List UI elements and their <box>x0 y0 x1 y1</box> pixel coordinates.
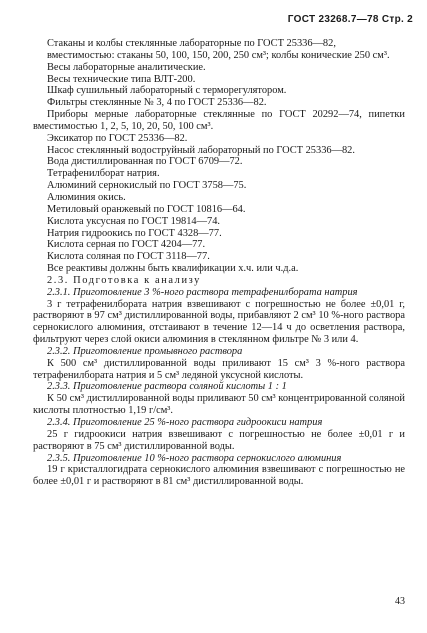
subsection-heading: 2.3.4. Приготовление 25 %-ного раствора гидроокиси натрия <box>47 417 323 428</box>
paragraph: Кислота серная по ГОСТ 4204—77. <box>47 239 206 251</box>
paragraph: Вода дистиллированная по ГОСТ 6709—72. <box>47 156 243 168</box>
body-text <box>33 38 405 488</box>
paragraph: Алюминий сернокислый по ГОСТ 3758—75. <box>47 180 247 192</box>
paragraph: Фильтры стеклянные № 3, 4 по ГОСТ 25336—82. <box>47 97 267 109</box>
standard-number: ГОСТ 23268.7—78 <box>287 14 379 25</box>
paragraph: Все реактивы должны быть квалификации х.ч. или ч.д.а. <box>47 263 299 275</box>
subsection-heading: 2.3.5. Приготовление 10 %-ного раствора сернокислого алюминия <box>47 452 342 464</box>
paragraph: Алюминия окись. <box>47 191 126 203</box>
paragraph: 3 г тетрафенилбората натрия взвешивают с погрешностью не более ±0,01 г, растворяют в 97 см³ дистиллированной воды, прибавляют 2 см³ 10 %-ного раствора сернокислого алюминия, отстаивают в течение 12—14 ч до осветления раствора, фильтруют через слой окиси алюминия в стеклянном фильтре № 3 или 4. <box>33 298 405 346</box>
paragraph: Метиловый оранжевый по ГОСТ 10816—64. <box>47 203 246 215</box>
paragraph: Весы технические типа ВЛТ-200. <box>47 73 196 85</box>
paragraph: 19 г кристаллогидрата сернокислого алюминия взвешивают с погрешностью не более ±0,01 г и растворяют в 81 см³ дистиллированной воды. <box>33 464 405 488</box>
paragraph: К 50 см³ дистиллированной воды приливают 50 см³ концентрированной соляной кислоты плотностью 1,19 г/см³. <box>33 393 405 417</box>
paragraph: Приборы мерные лабораторные стеклянные по ГОСТ 20292—74, пипетки вместимостью 1, 2, 5, 10, 20, 50, 100 см³. <box>33 109 405 132</box>
page-reference: Стр. 2 <box>381 14 413 25</box>
paragraph: Шкаф сушильный лабораторный с терморегулятором. <box>47 85 287 97</box>
paragraph: Тетрафенилборат натрия. <box>47 168 160 180</box>
subsection-heading: 2.3.3. Приготовление раствора соляной кислоты 1 : 1 <box>47 381 287 393</box>
subsection-heading: 2.3.2. Приготовление промывного раствора <box>47 345 243 357</box>
paragraph: Кислота соляная по ГОСТ 3118—77. <box>47 251 210 263</box>
paragraph: Стаканы и колбы стеклянные лабораторные по ГОСТ 25336—82, <box>47 38 336 49</box>
paragraph: Кислота уксусная по ГОСТ 19814—74. <box>47 215 221 227</box>
paragraph: Насос стеклянный водоструйный лабораторный по ГОСТ 25336—82. <box>47 144 355 156</box>
running-header <box>288 14 413 25</box>
section-heading: 2.3. Подготовка к анализу <box>47 274 201 286</box>
paragraph: 25 г гидроокиси натрия взвешивают с погрешностью не более ±0,01 г и растворяют в 75 см³ дистиллированной воды. <box>33 428 405 452</box>
page-number: 43 <box>395 596 405 607</box>
paragraph: Натрия гидроокись по ГОСТ 4328—77. <box>47 227 222 239</box>
paragraph: Эксикатор по ГОСТ 25336—82. <box>47 132 188 144</box>
subsection-heading: 2.3.1. Приготовление 3 %-ного раствора тетрафенилбората натрия <box>47 286 358 298</box>
paragraph: Весы лабораторные аналитические. <box>47 61 206 73</box>
paragraph: вместимостью: стаканы 50, 100, 150, 200, 250 см³; колбы конические 250 см³. <box>47 49 390 61</box>
paragraph: К 500 см³ дистиллированной воды приливают 15 см³ 3 %-ного раствора тетрафенилбората натрия и 5 см³ ледяной уксусной кислоты. <box>33 357 405 381</box>
